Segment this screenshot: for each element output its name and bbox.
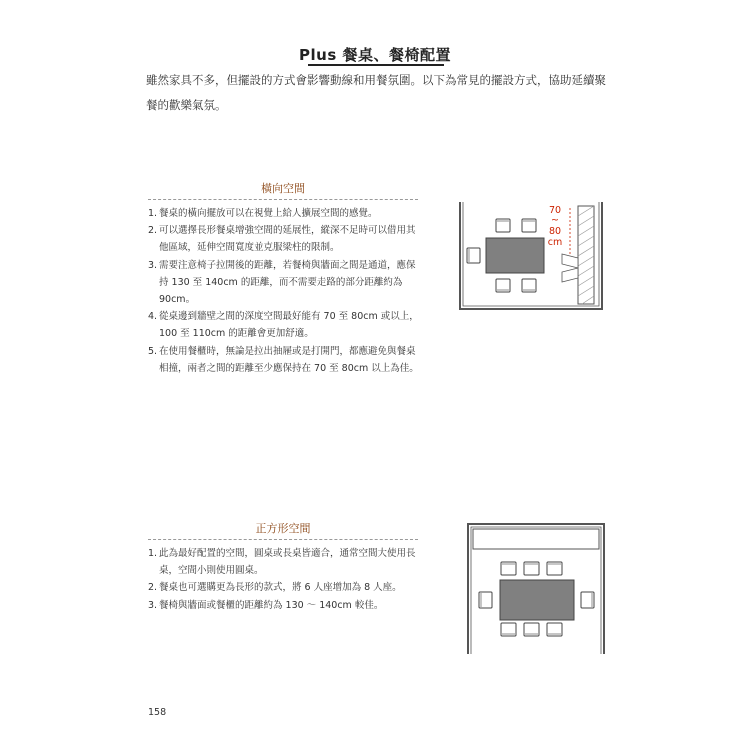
list-item: 1. 餐桌的橫向擺放可以在視覺上給人擴展空間的感覺。 — [148, 208, 378, 219]
dining-table — [500, 580, 574, 620]
dining-table — [486, 238, 544, 273]
section-divider — [148, 199, 418, 200]
page-number: 158 — [148, 707, 167, 718]
intro-paragraph: 雖然家具不多，但擺設的方式會影響動線和用餐氛圍。以下為常見的擺設方式，協助延續聚餐的歡樂氣氛。 — [146, 73, 606, 112]
list-item: 1. 此為最好配置的空間，圓桌或長桌皆適合，通常空間大使用長桌，空間小則使用圓桌。 — [148, 548, 416, 577]
svg-text:80: 80 — [548, 226, 562, 237]
svg-text:~: ~ — [551, 215, 559, 226]
square-space-list — [148, 545, 423, 614]
list-item: 2. 餐桌也可選購更為長形的款式，將 6 人座增加為 8 人座。 — [148, 582, 402, 594]
section-heading-horizontal: 橫向空間 — [261, 182, 305, 195]
cabinet — [473, 529, 599, 549]
section-divider — [148, 539, 418, 540]
svg-text:cm: cm — [547, 237, 563, 248]
horizontal-space-floor-plan — [452, 198, 612, 314]
section-heading-square: 正方形空間 — [255, 522, 311, 535]
list-item: 2. 可以選擇長形餐桌增強空間的延展性，縱深不足時可以借用其他區域，延伸空間寬度並克服梁柱的限制。 — [148, 225, 416, 254]
horizontal-space-list — [148, 205, 423, 377]
list-item: 3. 需要注意椅子拉開後的距離，若餐椅與牆面之間是通道，應保持 130 至 140cm 的距離，而不需要走路的部分距離約為 90cm。 — [148, 259, 416, 306]
list-item: 3. 餐椅與牆面或餐櫃的距離約為 130 ～ 140cm 較佳。 — [148, 599, 384, 611]
floor-plan-svg — [452, 198, 612, 314]
sideboard-door — [562, 254, 578, 268]
sideboard-door — [562, 268, 578, 282]
floor-plan-svg — [464, 520, 612, 658]
list-item: 4. 從桌邊到牆壁之間的深度空間最好能有 70 至 80cm 或以上，100 至 110cm 的距離會更加舒適。 — [148, 311, 419, 340]
dimension-label: 70 — [548, 205, 562, 216]
list-item: 5. 在使用餐櫃時，無論是拉出抽屜或是打開門，都應避免與餐桌相撞，兩者之間的距離至少應保持在 70 至 80cm 以上為佳。 — [148, 345, 419, 374]
page-title: Plus 餐桌、餐椅配置 — [299, 46, 451, 64]
title-underline — [308, 64, 444, 66]
square-space-floor-plan — [464, 520, 612, 658]
